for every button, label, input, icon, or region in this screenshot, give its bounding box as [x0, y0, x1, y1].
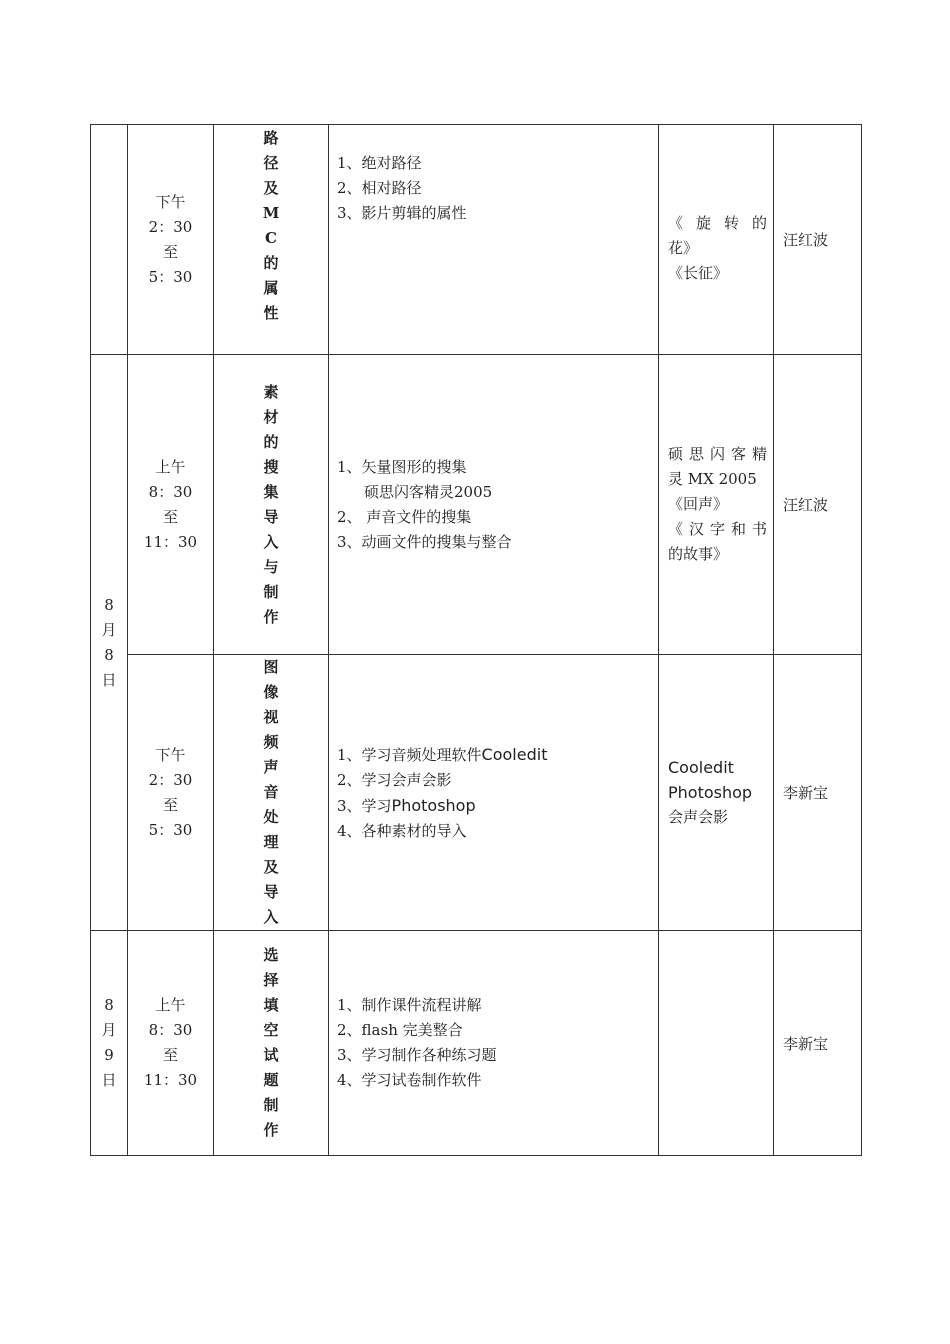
case-cell: Cooledit Photoshop 会声会影 [659, 655, 774, 931]
time-cell: 上午 8：30 至 11：30 [128, 355, 214, 655]
schedule-table [90, 124, 862, 1156]
time-cell: 下午 2：30 至 5：30 [128, 655, 214, 931]
teacher-cell: 汪红波 [774, 355, 862, 655]
date-cell: 8 月 8 日 [91, 355, 128, 931]
time-cell: 上午 8：30 至 11：30 [128, 931, 214, 1156]
table-row [91, 655, 862, 931]
content-cell: 1、绝对路径 2、相对路径 3、影片剪辑的属性 [329, 125, 659, 355]
table-row [91, 125, 862, 355]
table-row [91, 931, 862, 1156]
topic-cell: 选 择 填 空 试 题 制 作 [214, 931, 329, 1156]
case-cell: 《 旋 转 的 花》 《长征》 [659, 125, 774, 355]
date-cell [91, 125, 128, 355]
topic-cell: 素 材 的 搜 集 导 入 与 制 作 [214, 355, 329, 655]
case-cell [659, 931, 774, 1156]
time-cell: 下午 2：30 至 5：30 [128, 125, 214, 355]
content-cell: 1、矢量图形的搜集 硕思闪客精灵2005 2、 声音文件的搜集 3、动画文件的搜集与整合 [329, 355, 659, 655]
case-cell: 硕 思 闪 客 精 灵 MX 2005 《回声》 《 汉 字 和 书 的故事》 [659, 355, 774, 655]
teacher-cell: 李新宝 [774, 655, 862, 931]
content-cell: 1、学习音频处理软件Cooledit 2、学习会声会影 3、学习Photoshop 4、各种素材的导入 [329, 655, 659, 931]
teacher-cell: 汪红波 [774, 125, 862, 355]
teacher-cell: 李新宝 [774, 931, 862, 1156]
topic-cell: 路 径 及 M C 的 属 性 [214, 125, 329, 355]
date-cell: 8 月 9 日 [91, 931, 128, 1156]
table-row [91, 355, 862, 655]
content-cell: 1、制作课件流程讲解 2、flash 完美整合 3、学习制作各种练习题 4、学习试卷制作软件 [329, 931, 659, 1156]
topic-cell: 图 像 视 频 声 音 处 理 及 导 入 [214, 655, 329, 931]
